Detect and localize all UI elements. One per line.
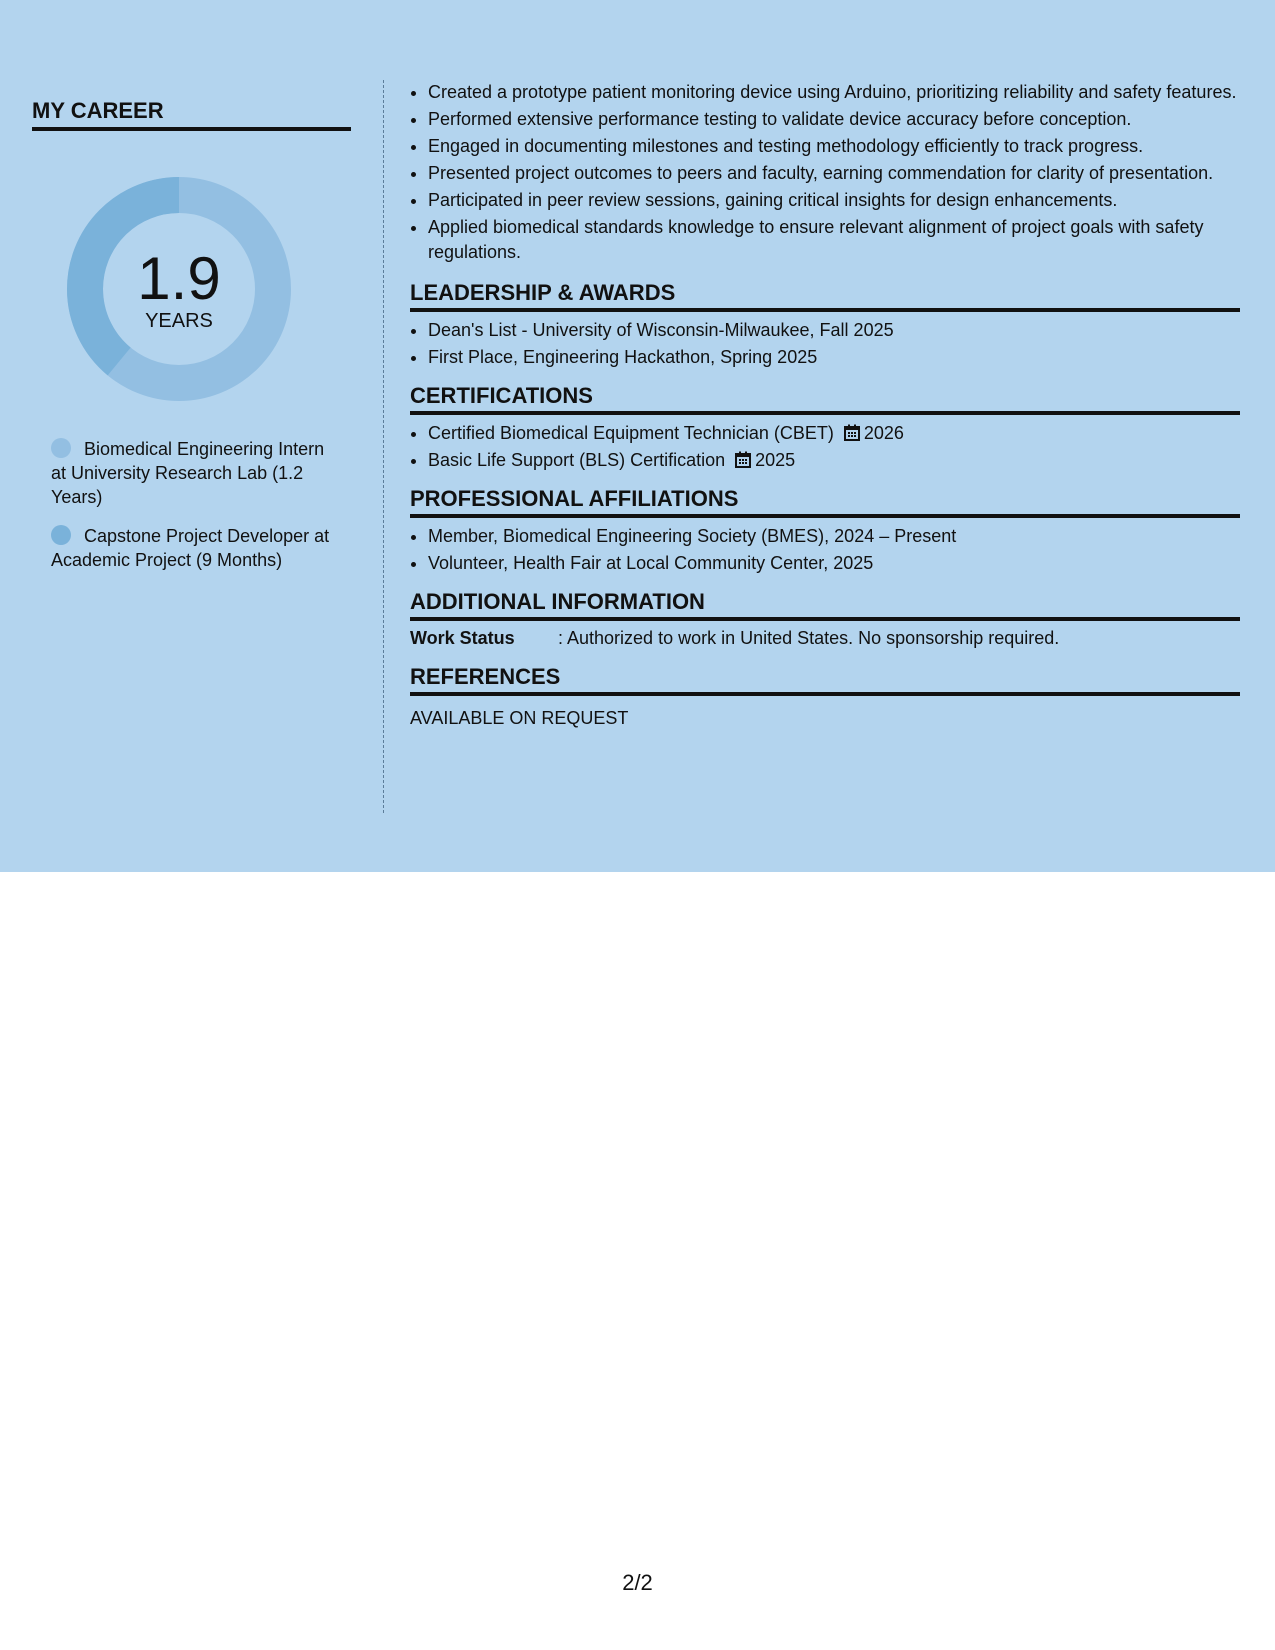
- work-status-label: Work Status: [410, 628, 515, 648]
- list-item: • Created a prototype patient monitoring device using Arduino, prioritizing reliability and safety features.: [428, 80, 1240, 105]
- certification-year: 2026: [863, 423, 904, 443]
- page-number: 2/2: [622, 1570, 653, 1595]
- total-years-value: 1.9: [137, 245, 221, 312]
- work-status-row: [410, 628, 1240, 649]
- certification-name: Certified Biomedical Equipment Technician (CBET): [428, 423, 834, 443]
- references-title: REFERENCES: [410, 663, 1240, 696]
- total-years-unit: YEARS: [145, 310, 213, 332]
- certifications-title: CERTIFICATIONS: [410, 382, 1240, 415]
- work-status-value: : Authorized to work in United States. No sponsorship required.: [558, 628, 1060, 648]
- career-legend: [51, 437, 341, 587]
- career-donut-chart: [67, 177, 291, 401]
- experience-bullets: [410, 80, 1240, 265]
- list-item: • Dean's List - University of Wisconsin-Milwaukee, Fall 2025: [428, 318, 1240, 343]
- legend-text: Capstone Project Developer at Academic Project (9 Months): [51, 526, 330, 570]
- certification-name: Basic Life Support (BLS) Certification: [428, 450, 726, 470]
- list-item: [428, 421, 1240, 446]
- list-item: • First Place, Engineering Hackathon, Spring 2025: [428, 345, 1240, 370]
- list-item: • Engaged in documenting milestones and testing methodology efficiently to track progress.: [428, 134, 1240, 159]
- additional-info-title: ADDITIONAL INFORMATION: [410, 588, 1240, 621]
- legend-item: [51, 524, 341, 572]
- affiliations-list: [410, 524, 1240, 576]
- list-item: • Member, Biomedical Engineering Society (BMES), 2024 – Present: [428, 524, 1240, 549]
- leadership-list: [410, 318, 1240, 370]
- affiliations-title: PROFESSIONAL AFFILIATIONS: [410, 485, 1240, 518]
- calendar-icon: [735, 451, 751, 468]
- references-text: AVAILABLE ON REQUEST: [410, 708, 629, 728]
- right-column: [410, 80, 1240, 731]
- certifications-list: [410, 421, 1240, 473]
- list-item: • Performed extensive performance testing to validate device accuracy before conception.: [428, 107, 1240, 132]
- list-item: [428, 448, 1240, 473]
- list-item: • Presented project outcomes to peers and faculty, earning commendation for clarity of presentation.: [428, 161, 1240, 186]
- list-item: • Applied biomedical standards knowledge to ensure relevant alignment of project goals with safety regulations.: [428, 215, 1240, 265]
- list-item: • Volunteer, Health Fair at Local Community Center, 2025: [428, 551, 1240, 576]
- legend-text: Biomedical Engineering Intern at University Research Lab (1.2 Years): [51, 439, 325, 507]
- left-column: [32, 98, 351, 570]
- certification-year: 2025: [755, 450, 796, 470]
- leadership-title: LEADERSHIP & AWARDS: [410, 279, 1240, 312]
- legend-dot: [51, 438, 71, 458]
- career-title: MY CAREER: [32, 98, 351, 131]
- calendar-icon: [844, 424, 860, 441]
- legend-dot: [51, 525, 71, 545]
- column-divider: [383, 80, 384, 813]
- legend-item: [51, 437, 341, 509]
- list-item: • Participated in peer review sessions, gaining critical insights for design enhancements.: [428, 188, 1240, 213]
